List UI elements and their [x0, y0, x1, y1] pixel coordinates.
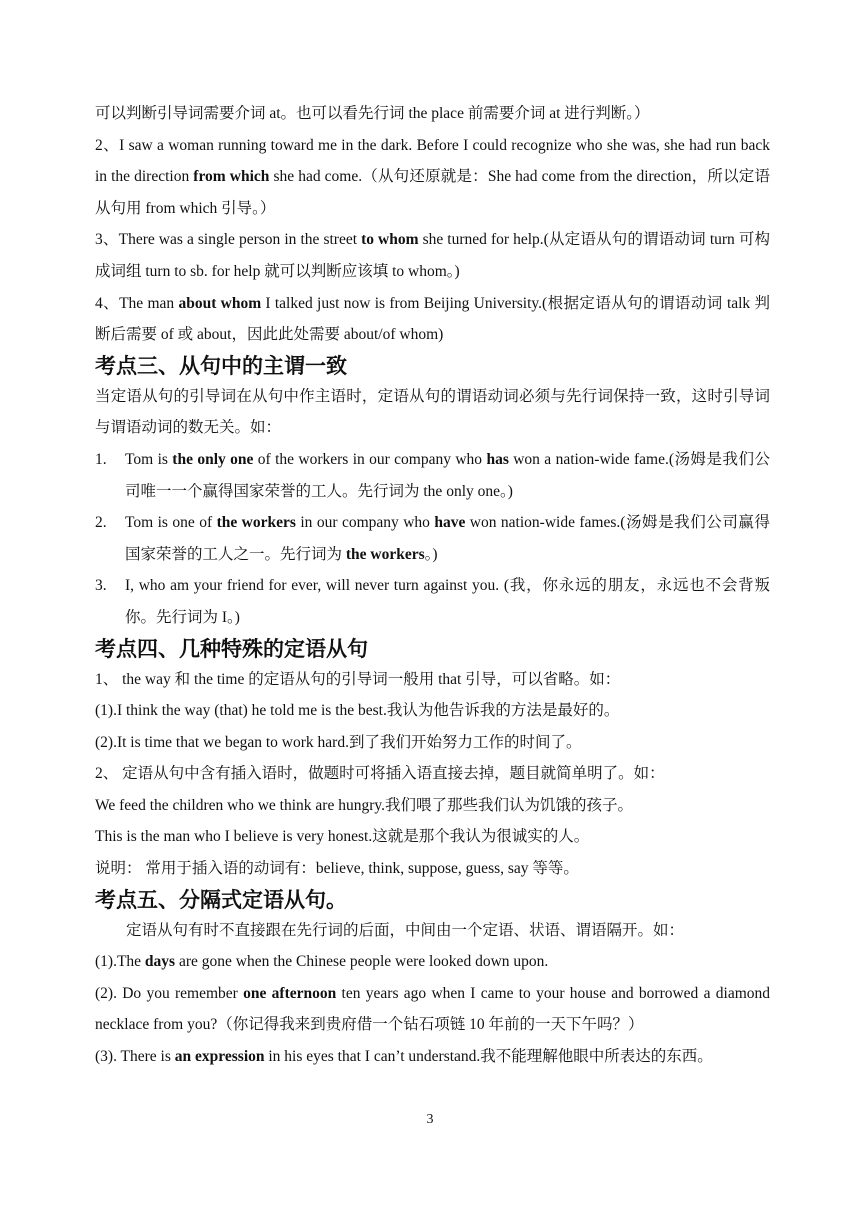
text-run: 4、The man	[95, 294, 179, 312]
text-run: (3). There is	[95, 1048, 175, 1066]
paragraph	[95, 727, 770, 759]
bold-text: from which	[193, 168, 270, 186]
text-run: 2、 定语从句中含有插入语时，做题时可将插入语直接去掉，题目就简单明了。如：	[95, 765, 665, 783]
text-run: I talked just now is from Beijing University.(根据定语从句的谓语动词 talk 判断后需要 of 或 about，因此此处需要 about/of whom)	[95, 294, 770, 344]
text-run: 可以判断引导词需要介词 at。也可以看先行词 the place 前需要介词 at 进行判断。）	[95, 105, 650, 122]
text-run: We feed the children who we think are hungry.我们喂了那些我们认为饥饿的孩子。	[95, 796, 633, 814]
bold-text: to whom	[361, 231, 419, 249]
paragraph	[95, 381, 770, 444]
text-run: she turned for help.(从定语从句的谓语动词 turn 可构成词组 turn to sb. for help 就可以判断应该填 to whom。)	[95, 231, 771, 280]
text-run: I, who am your friend for ever, will never turn against you. (我，你永远的朋友，永远也不会背叛你。先行词为 I。)	[125, 577, 770, 626]
text-run: Tom is	[125, 450, 173, 468]
paragraph	[95, 790, 770, 822]
text-run: she had come.（从句还原就是：She had come from the direction，所以定语从句用 from which 引导。）	[95, 168, 770, 217]
text-run: won a nation-wide fame.(汤姆是我们公司唯一一个赢得国家荣誉的工人。先行词为 the only one。)	[125, 450, 771, 500]
text-run: are gone when the Chinese people were looked down upon.	[175, 953, 549, 971]
text-run: in his eyes that I can’t understand.我不能理解他眼中所表达的东西。	[264, 1048, 713, 1066]
text-run: 3、There was a single person in the street	[95, 231, 362, 249]
page-number: 3	[426, 1112, 434, 1127]
text-run: This is the man who I believe is very honest.这就是那个我认为很诚实的人。	[95, 828, 590, 846]
item-number: 3.	[95, 577, 107, 595]
paragraph	[95, 98, 770, 130]
section-heading	[95, 351, 770, 381]
text-run: (1).The	[95, 953, 145, 971]
item-number: 1.	[95, 450, 107, 468]
bold-text: has	[486, 450, 509, 468]
bold-text: one afternoon	[243, 984, 337, 1002]
section-heading	[95, 885, 770, 915]
paragraph	[95, 853, 770, 885]
paragraph	[95, 821, 770, 853]
text-run: 考点四、几种特殊的定语从句	[95, 636, 368, 661]
bold-text: about whom	[178, 294, 262, 312]
text-run: Tom is one of	[125, 514, 217, 532]
bold-text: the only one	[172, 450, 254, 468]
paragraph	[95, 1041, 770, 1073]
bold-text: days	[144, 953, 176, 971]
text-run: won nation-wide fames.(汤姆是我们公司赢得国家荣誉的工人之一。先行词为	[125, 514, 770, 563]
text-run: 当定语从句的引导词在从句中作主语时，定语从句的谓语动词必须与先行词保持一致，这时引导词与谓语动词的数无关。如：	[95, 387, 770, 437]
numbered-item	[95, 570, 770, 633]
paragraph	[95, 288, 770, 351]
text-run: 。)	[424, 545, 438, 563]
text-run: 说明： 常用于插入语的动词有：believe, think, suppose, guess, say 等等。	[95, 860, 579, 878]
paragraph	[95, 664, 770, 696]
text-run: 定语从句有时不直接跟在先行词的后面，中间由一个定语、状语、谓语隔开。如：	[126, 921, 685, 939]
page-content	[95, 98, 770, 1073]
paragraph	[95, 130, 770, 225]
text-run: 2、I saw a woman running toward me in the dark. Before I could recognize who she was, she had run back in the direction	[95, 136, 770, 186]
paragraph	[95, 915, 770, 947]
paragraph	[95, 695, 770, 727]
text-run: (2). Do you remember	[95, 984, 244, 1002]
paragraph	[95, 946, 770, 978]
text-run: in our company who	[295, 514, 435, 532]
paragraph	[95, 224, 770, 287]
bold-text: have	[434, 514, 466, 532]
text-run: of the workers in our company who	[253, 450, 487, 468]
text-run: 考点三、从句中的主谓一致	[95, 353, 347, 378]
item-number: 2.	[95, 514, 107, 532]
text-run: (1).I think the way (that) he told me is the best.我认为他告诉我的方法是最好的。	[95, 702, 620, 720]
bold-text: the workers	[216, 514, 296, 532]
paragraph	[95, 758, 770, 790]
text-run: ten years ago when I came to your house and borrowed a diamond necklace from you?（你记得我来到贵府借一个钻石项链 10 年前的一天下午吗？）	[95, 984, 771, 1034]
bold-text: an expression	[174, 1048, 265, 1066]
text-run: 考点五、分隔式定语从句。	[95, 887, 347, 912]
bold-text: the workers	[345, 545, 425, 563]
section-heading	[95, 634, 770, 664]
numbered-item	[95, 507, 770, 570]
text-run: 1、 the way 和 the time 的定语从句的引导词一般用 that 引导，可以省略。如：	[95, 670, 621, 688]
text-run: (2).It is time that we began to work hard.到了我们开始努力工作的时间了。	[95, 733, 582, 751]
paragraph	[95, 978, 770, 1041]
numbered-item	[95, 444, 770, 507]
